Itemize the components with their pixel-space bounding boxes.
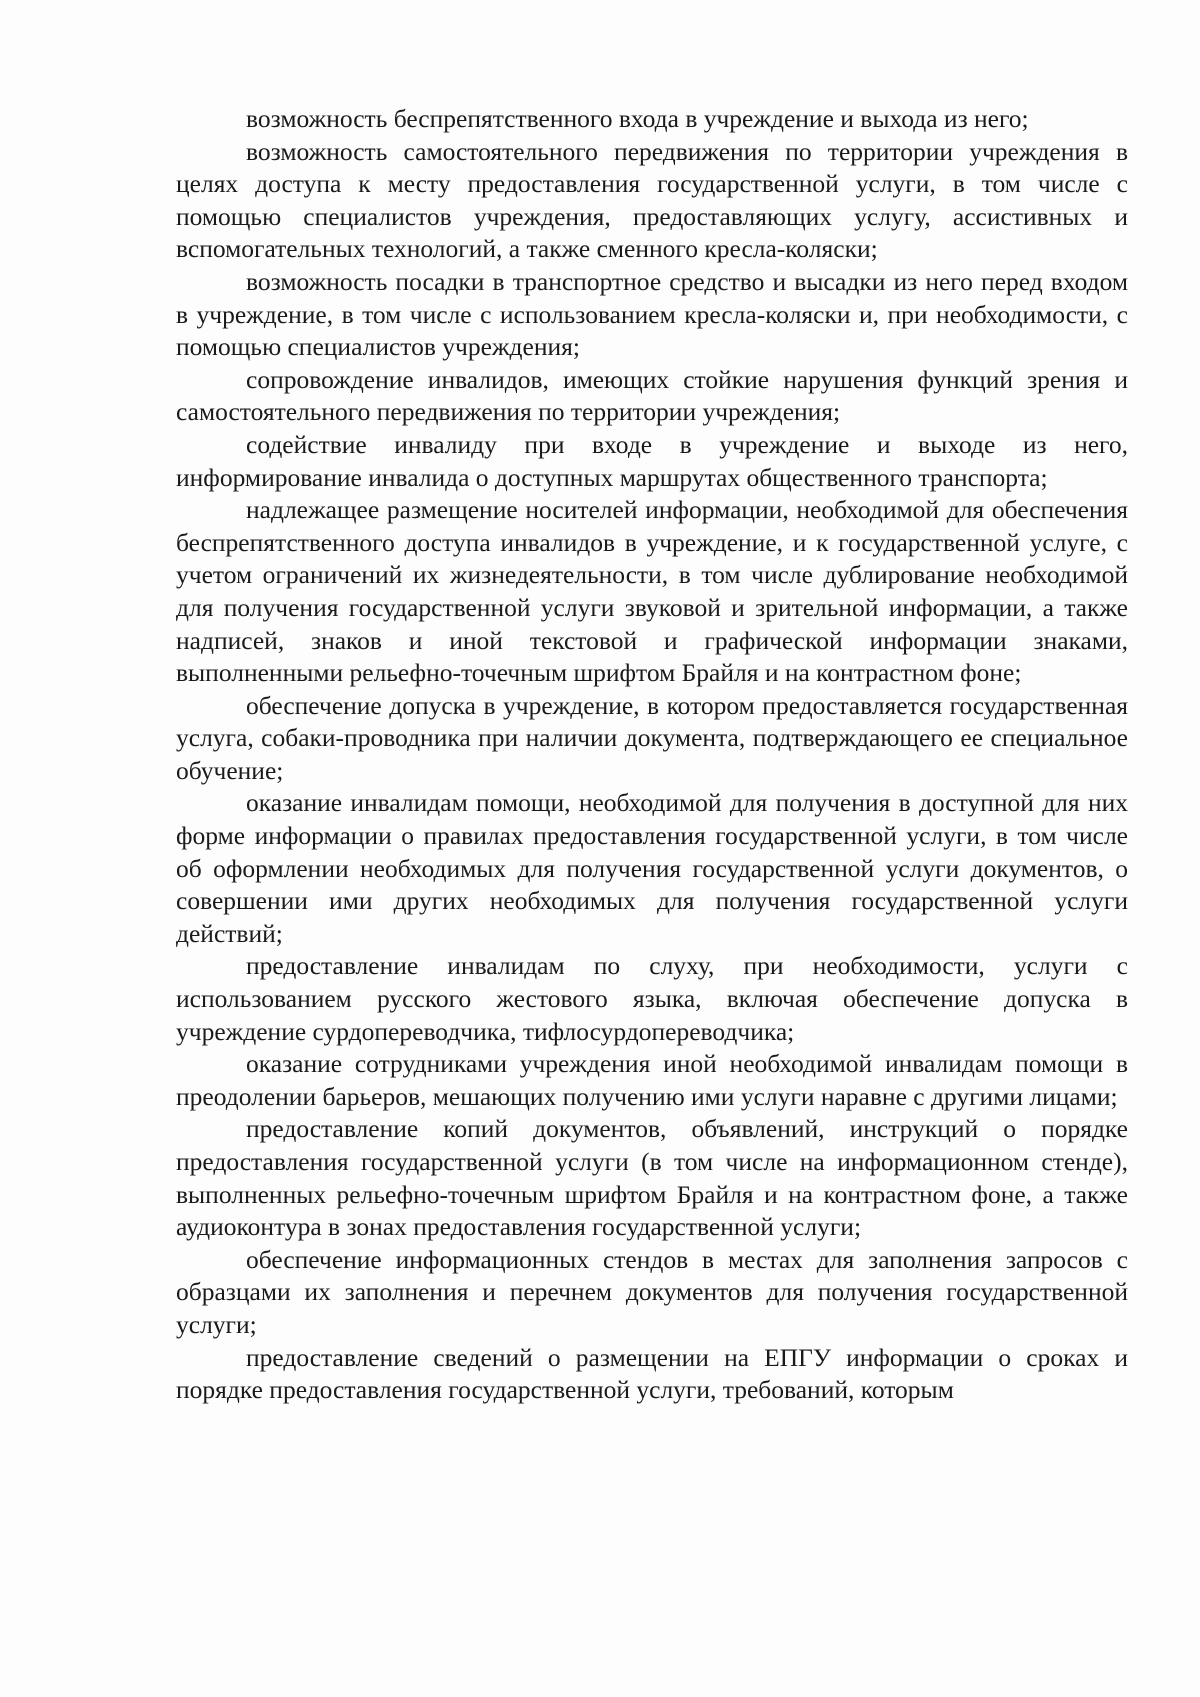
paragraph-escort: сопровождение инвалидов, имеющих стойкие нарушения функций зрения и самостоятельного передвижения по территории учреждения; [176, 364, 1128, 427]
paragraph-vehicle-boarding: возможность посадки в транспортное средство и высадки из него перед входом в учреждение, в том числе с использованием кресла-коляски и, при необходимости, с помощью специалистов учреждения; [176, 266, 1128, 362]
paragraph-staff-help: оказание сотрудниками учреждения иной необходимой инвалидам помощи в преодолении барьеров, мешающих получению ими услуги наравне с другими лицами; [176, 1049, 1128, 1111]
paragraph-assistance-transport: содействие инвалиду при входе в учреждение и выходе из него, информирование инвалида о доступных маршрутах общественного транспорта; [176, 429, 1128, 492]
paragraph-guide-dog: обеспечение допуска в учреждение, в котором предоставляется государственная услуга, собаки-проводника при наличии документа, подтверждающего ее специальное обучение; [176, 690, 1128, 785]
paragraph-information-media: надлежащее размещение носителей информации, необходимой для обеспечения беспрепятственного доступа инвалидов в учреждение, и к государственной услуге, с учетом ограничений их жизнедеятельности, в том числе дублирование необходимой для получения государственной услуги звуковой и зрительной информации, а также надписей, знаков и иной текстовой и графической информации знаками, выполненными рельефно-точечным шрифтом Брайля и на контрастном фоне; [176, 495, 1128, 688]
paragraph-information-stands: обеспечение информационных стендов в местах для заполнения запросов с образцами их заполнения и перечнем документов для получения государственной услуги; [176, 1244, 1128, 1339]
paragraph-braille-copies: предоставление копий документов, объявлений, инструкций о порядке предоставления государственной услуги (в том числе на информационном стенде), выполненных рельефно-точечным шрифтом Брайля и на контрастном фоне, а также аудиоконтура в зонах предоставления государственной услуги; [176, 1114, 1128, 1242]
document-body [176, 103, 1128, 1407]
paragraph-sign-language: предоставление инвалидам по слуху, при необходимости, услуги с использованием русского жестового языка, включая обеспечение допуска в учреждение сурдопереводчика, тифлосурдопереводчика; [176, 951, 1128, 1046]
paragraph-help-information: оказание инвалидам помощи, необходимой для получения в доступной для них форме информации о правилах предоставления государственной услуги, в том числе об оформлении необходимых для получения государственной услуги документов, о совершении ими других необходимых для получения государственной услуги действий; [176, 788, 1128, 948]
paragraph-epgu-information: предоставление сведений о размещении на ЕПГУ информации о сроках и порядке предоставления государственной услуги, требований, которым [176, 1342, 1128, 1405]
paragraph-independent-movement: возможность самостоятельного передвижения по территории учреждения в целях доступа к месту предоставления государственной услуги, в том числе с помощью специалистов учреждения, предоставляющих услугу, ассистивных и вспомогательных технологий, а также сменного кресла-коляски; [176, 136, 1128, 264]
paragraph-entrance-exit: возможность беспрепятственного входа в учреждение и выхода из него; [246, 104, 1029, 133]
